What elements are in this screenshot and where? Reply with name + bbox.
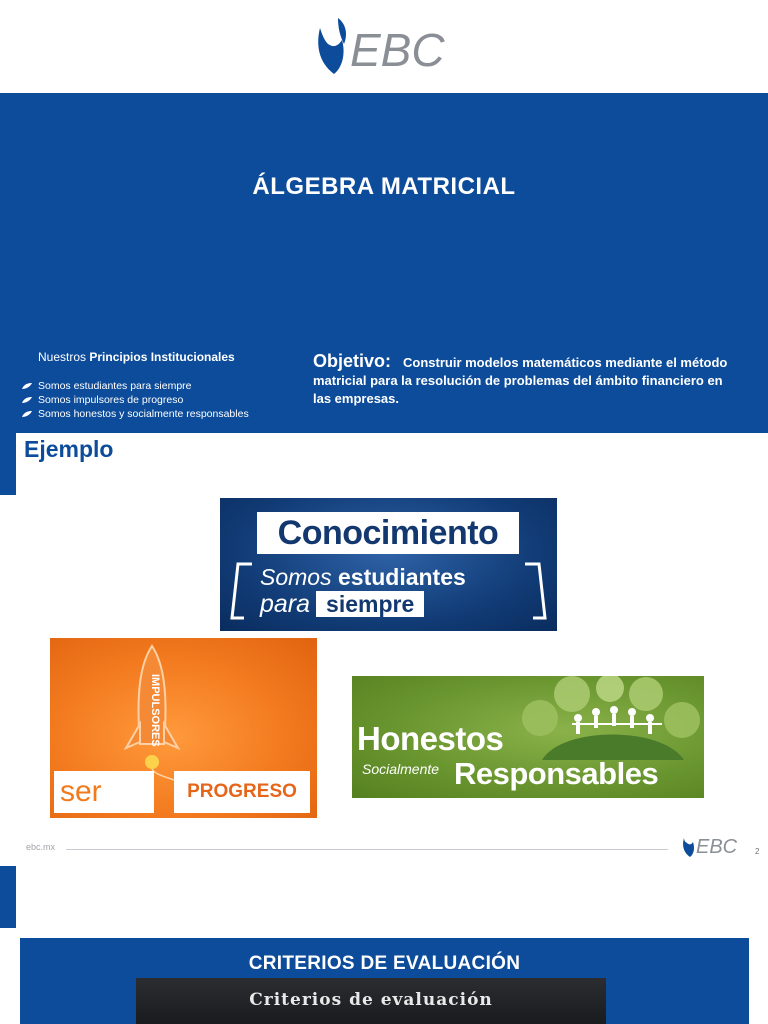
somos-text: Somos (260, 564, 332, 590)
footer-ebc-logo (680, 830, 744, 858)
ebc-logo-emblem-icon (318, 28, 343, 74)
criterios-card (136, 978, 606, 1024)
list-item: Somos honestos y socialmente responsables (22, 407, 249, 421)
trees-people-icon (522, 676, 704, 760)
leaf-bullet-icon (22, 383, 32, 389)
criterios-card-text: Criterios de evaluación (249, 990, 493, 1010)
ebc-logo-emblem-icon (683, 838, 694, 857)
principles-heading: Principios Institucionales (89, 350, 235, 364)
criterios-title: CRITERIOS DE EVALUACIÓN (248, 953, 521, 974)
rocket-icon (112, 644, 192, 784)
objective-text: Construir modelos matemáticos mediante el método matricial para la resolución de problemas del ámbito financiero en las empresas. (313, 355, 728, 406)
ebc-logo (312, 14, 462, 78)
principles-list (22, 379, 249, 421)
impulsores-text: IMPULSORES (149, 674, 161, 747)
para-text: para (260, 590, 311, 618)
conocimiento-title: Conocimiento (257, 512, 519, 554)
footer-divider (66, 849, 668, 850)
progreso-card (50, 638, 317, 818)
next-slide-accent-bar (0, 866, 16, 928)
leaf-bullet-icon (22, 411, 32, 417)
section-accent-bar (0, 433, 16, 495)
list-item: Somos estudiantes para siempre (22, 379, 249, 393)
presentation-title: ÁLGEBRA MATRICIAL (252, 173, 516, 200)
next-slide-banner (20, 938, 749, 1024)
ser-label: ser (54, 771, 154, 813)
responsables-text: Responsables (454, 756, 659, 791)
objective-block (313, 351, 743, 408)
page-number: 2 (755, 847, 760, 856)
siempre-text: siempre (316, 591, 424, 617)
ebc-logo-text: EBC (350, 24, 445, 76)
footer-logo-text: EBC (696, 836, 738, 858)
section-title: Ejemplo (24, 436, 114, 462)
conocimiento-card (220, 498, 557, 631)
list-item: Somos impulsores de progreso (22, 393, 249, 407)
estudiantes-text: estudiantes (337, 564, 466, 590)
honestos-card (352, 676, 704, 798)
title-banner (0, 93, 768, 433)
progreso-label: PROGRESO (174, 771, 310, 813)
honestos-title: Honestos (357, 720, 504, 757)
footer-site: ebc.mx (26, 842, 56, 852)
institutional-principles (22, 350, 249, 421)
socialmente-text: Socialmente (362, 761, 440, 777)
leaf-bullet-icon (22, 397, 32, 403)
objective-label: Objetivo: (313, 351, 392, 371)
principles-prefix: Nuestros (38, 350, 90, 364)
